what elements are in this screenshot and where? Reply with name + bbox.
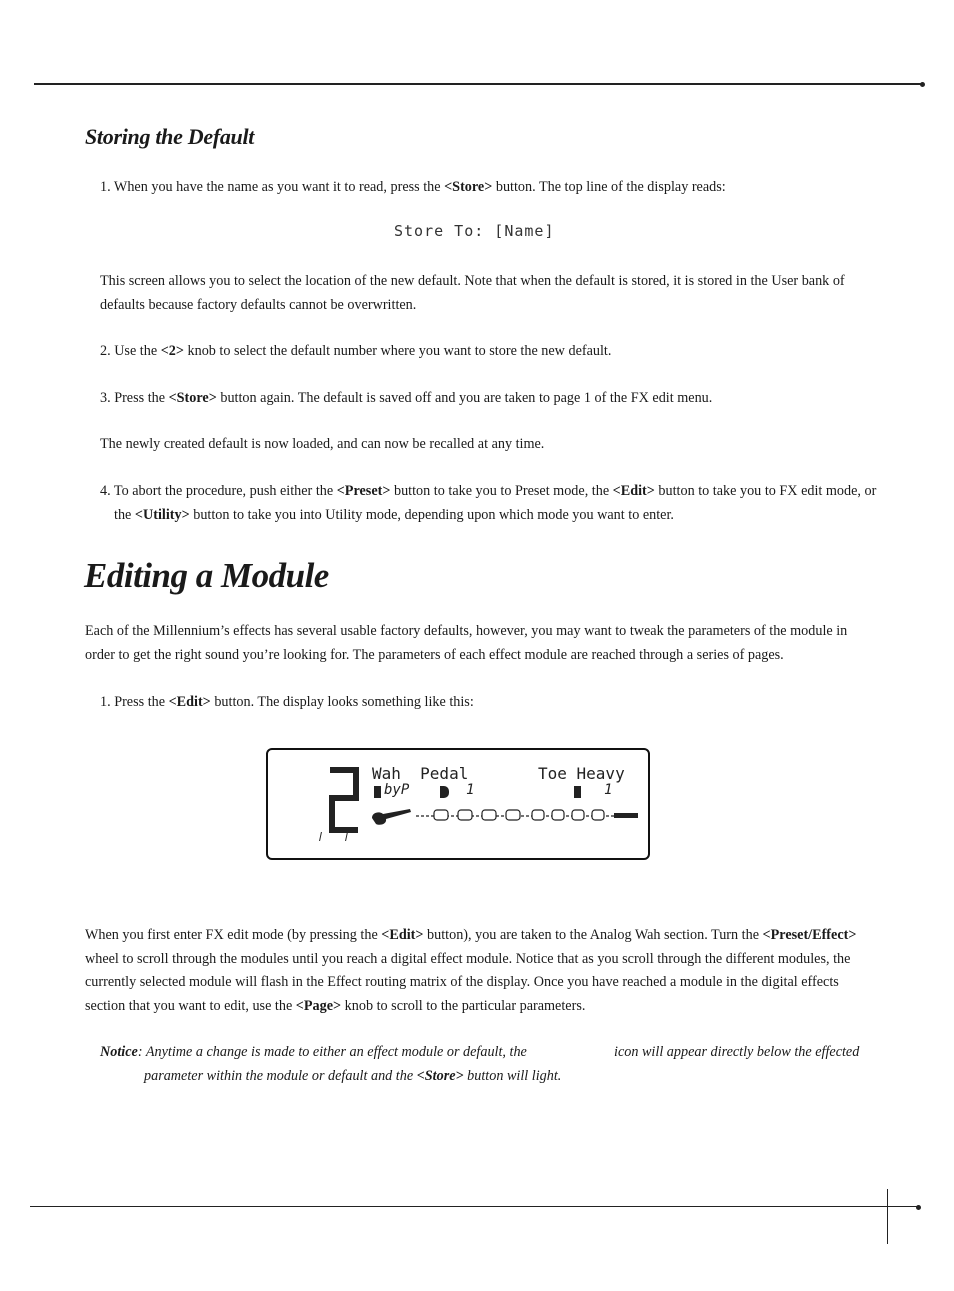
store-display-text: Store To: [Name] <box>394 222 555 240</box>
lcd-half-block-marker <box>440 786 449 798</box>
fx-edit-paragraph: When you first enter FX edit mode (by pressing the <Edit> button), you are taken to the Analog Wah section. Turn the <Preset/Effect> wheel to scroll through the modules until you reach a digital effect module. Notice that as you scroll through the different modules, the currently selected module will flash in the Effect routing matrix of the display. Once you have reached a module in the digital effects section that you want to edit, use the <Page> knob to scroll to the particular parameters. <box>85 927 857 1014</box>
editing-intro-paragraph: Each of the Millennium’s effects has several usable factory defaults, however, you may want to tweak the parameters of the module in order to get the right sound you’re looking for. The parameters of each effect module are reached through a series of pages. <box>85 623 848 663</box>
effect-routing-matrix <box>414 804 654 824</box>
step-2-paragraph: 2. Use the <2> knob to select the default number where you want to store the new default. <box>100 343 612 359</box>
lcd-block-marker <box>374 786 381 798</box>
lcd-big-digit <box>324 766 364 838</box>
lcd-line1-left: Wah Pedal <box>372 764 469 783</box>
lcd-block-marker-2 <box>574 786 581 798</box>
section-heading-editing: Editing a Module <box>84 556 329 595</box>
lcd-line1-right: Toe Heavy <box>538 764 625 783</box>
lcd-value-1: 1 <box>466 782 475 798</box>
lcd-bypass-label: byP <box>384 782 410 798</box>
notice-line-1: Notice: Anytime a change is made to either an effect module or default, the <box>100 1044 527 1060</box>
edit-step-1-paragraph: 1. Press the <Edit> button. The display looks something like this: <box>100 694 474 710</box>
top-rule <box>34 83 922 85</box>
bottom-crop-mark <box>887 1189 888 1244</box>
section-heading-storing: Storing the Default <box>85 124 255 149</box>
guitar-icon <box>370 806 414 828</box>
step-4-paragraph: 4. To abort the procedure, push either the <Preset> button to take you to Preset mode, the <Edit> button to take you to FX edit mode, or the <Utility> button to take you into Utility mode, depending upon which mode you want to enter. <box>100 483 877 523</box>
notice-line-1-end: icon will appear directly below the effected <box>614 1044 860 1060</box>
notice-line-2: parameter within the module or default and the <Store> button will light. <box>144 1068 562 1084</box>
step-3-paragraph: 3. Press the <Store> button again. The default is saved off and you are taken to page 1 of the FX edit menu. <box>100 390 713 406</box>
lcd-display <box>266 748 650 860</box>
loaded-paragraph: The newly created default is now loaded, and can now be recalled at any time. <box>100 436 545 452</box>
bottom-rule-dot <box>916 1205 921 1210</box>
bottom-rule <box>30 1206 918 1207</box>
lcd-tick-1 <box>319 832 322 841</box>
step-1-paragraph: 1. When you have the name as you want it to read, press the <Store> button. The top line of the display reads: <box>100 179 726 195</box>
lcd-value-2: 1 <box>604 782 613 798</box>
store-location-paragraph: This screen allows you to select the location of the new default. Note that when the default is stored, it is stored in the User bank of defaults because factory defaults cannot be overwritten. <box>100 273 845 313</box>
top-rule-dot <box>920 82 925 87</box>
